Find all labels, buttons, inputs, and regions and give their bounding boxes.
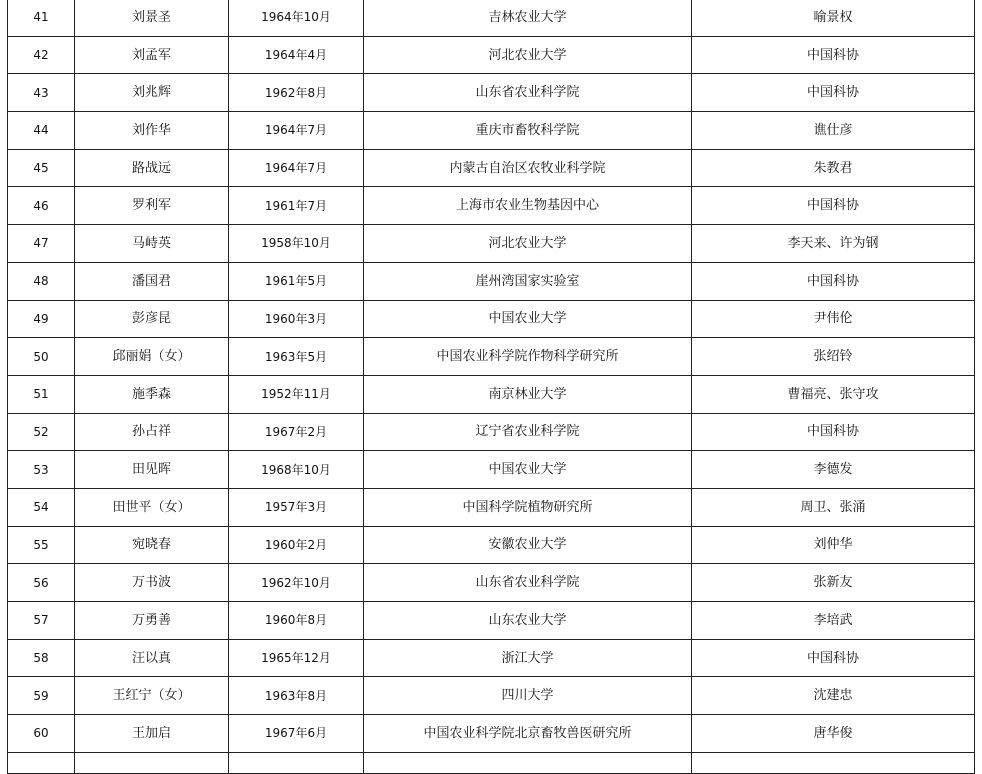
name-cell: 万书波 — [75, 564, 229, 602]
work-unit-cell: 中国农业大学 — [364, 451, 692, 489]
birth-date-cell: 1964年4月 — [229, 36, 364, 74]
table-row-partial — [8, 752, 975, 773]
table-row — [8, 677, 975, 715]
row-number-cell: 46 — [8, 187, 75, 225]
row-number-cell: 43 — [8, 74, 75, 112]
nominator-cell: 张新友 — [692, 564, 975, 602]
nominator-cell: 谯仕彦 — [692, 112, 975, 150]
birth-date-cell: 1957年3月 — [229, 488, 364, 526]
birth-date-cell: 1960年8月 — [229, 602, 364, 640]
work-unit-cell: 上海市农业生物基因中心 — [364, 187, 692, 225]
name-cell: 刘作华 — [75, 112, 229, 150]
work-unit-cell: 内蒙古自治区农牧业科学院 — [364, 149, 692, 187]
row-number-cell: 42 — [8, 36, 75, 74]
table-row — [8, 112, 975, 150]
row-number-cell: 45 — [8, 149, 75, 187]
work-unit-cell: 中国农业大学 — [364, 300, 692, 338]
empty-cell — [692, 752, 975, 773]
row-number-cell: 50 — [8, 338, 75, 376]
birth-date-cell: 1962年8月 — [229, 74, 364, 112]
row-number-cell: 60 — [8, 715, 75, 753]
table-row — [8, 602, 975, 640]
row-number-cell: 48 — [8, 262, 75, 300]
table-row — [8, 300, 975, 338]
work-unit-cell: 中国农业科学院作物科学研究所 — [364, 338, 692, 376]
nominator-cell: 曹福亮、张守攻 — [692, 375, 975, 413]
birth-date-cell: 1967年6月 — [229, 715, 364, 753]
birth-date-cell: 1962年10月 — [229, 564, 364, 602]
row-number-cell: 59 — [8, 677, 75, 715]
work-unit-cell: 浙江大学 — [364, 639, 692, 677]
empty-cell — [8, 752, 75, 773]
work-unit-cell: 安徽农业大学 — [364, 526, 692, 564]
row-number-cell: 57 — [8, 602, 75, 640]
table-row — [8, 149, 975, 187]
table-row — [8, 488, 975, 526]
table-row — [8, 413, 975, 451]
table-row — [8, 715, 975, 753]
name-cell: 田世平（女） — [75, 488, 229, 526]
name-cell: 田见晖 — [75, 451, 229, 489]
row-number-cell: 53 — [8, 451, 75, 489]
table-row — [8, 74, 975, 112]
work-unit-cell: 崖州湾国家实验室 — [364, 262, 692, 300]
birth-date-cell: 1968年10月 — [229, 451, 364, 489]
table-row — [8, 375, 975, 413]
name-cell: 罗利军 — [75, 187, 229, 225]
nominator-cell: 李天来、许为钢 — [692, 225, 975, 263]
birth-date-cell: 1963年8月 — [229, 677, 364, 715]
name-cell: 施季森 — [75, 375, 229, 413]
table-row — [8, 187, 975, 225]
table-row — [8, 564, 975, 602]
name-cell: 路战远 — [75, 149, 229, 187]
work-unit-cell: 重庆市畜牧科学院 — [364, 112, 692, 150]
nominator-cell: 中国科协 — [692, 74, 975, 112]
table-row — [8, 225, 975, 263]
nominator-cell: 张绍铃 — [692, 338, 975, 376]
nominator-cell: 唐华俊 — [692, 715, 975, 753]
work-unit-cell: 中国科学院植物研究所 — [364, 488, 692, 526]
table-row — [8, 338, 975, 376]
row-number-cell: 55 — [8, 526, 75, 564]
work-unit-cell: 吉林农业大学 — [364, 0, 692, 36]
table-row — [8, 36, 975, 74]
nominator-cell: 刘仲华 — [692, 526, 975, 564]
birth-date-cell: 1952年11月 — [229, 375, 364, 413]
name-cell: 马峙英 — [75, 225, 229, 263]
row-number-cell: 41 — [8, 0, 75, 36]
nominator-cell: 中国科协 — [692, 262, 975, 300]
name-cell: 王加启 — [75, 715, 229, 753]
candidate-table — [7, 0, 975, 774]
table-row — [8, 451, 975, 489]
candidate-table-body — [8, 0, 975, 773]
birth-date-cell: 1964年7月 — [229, 149, 364, 187]
work-unit-cell: 河北农业大学 — [364, 225, 692, 263]
work-unit-cell: 山东省农业科学院 — [364, 74, 692, 112]
name-cell: 邱丽娟（女） — [75, 338, 229, 376]
name-cell: 宛晓春 — [75, 526, 229, 564]
nominator-cell: 尹伟伦 — [692, 300, 975, 338]
row-number-cell: 44 — [8, 112, 75, 150]
row-number-cell: 56 — [8, 564, 75, 602]
name-cell: 刘孟军 — [75, 36, 229, 74]
nominator-cell: 李德发 — [692, 451, 975, 489]
work-unit-cell: 南京林业大学 — [364, 375, 692, 413]
name-cell: 刘景圣 — [75, 0, 229, 36]
row-number-cell: 52 — [8, 413, 75, 451]
row-number-cell: 49 — [8, 300, 75, 338]
birth-date-cell: 1960年2月 — [229, 526, 364, 564]
name-cell: 万勇善 — [75, 602, 229, 640]
table-row — [8, 262, 975, 300]
nominator-cell: 周卫、张涌 — [692, 488, 975, 526]
nominator-cell: 沈建忠 — [692, 677, 975, 715]
nominator-cell: 中国科协 — [692, 36, 975, 74]
work-unit-cell: 四川大学 — [364, 677, 692, 715]
name-cell: 汪以真 — [75, 639, 229, 677]
empty-cell — [229, 752, 364, 773]
birth-date-cell: 1960年3月 — [229, 300, 364, 338]
birth-date-cell: 1963年5月 — [229, 338, 364, 376]
work-unit-cell: 河北农业大学 — [364, 36, 692, 74]
nominator-cell: 李培武 — [692, 602, 975, 640]
nominator-cell: 中国科协 — [692, 413, 975, 451]
name-cell: 刘兆辉 — [75, 74, 229, 112]
table-row — [8, 526, 975, 564]
empty-cell — [75, 752, 229, 773]
nominator-cell: 喻景权 — [692, 0, 975, 36]
table-row — [8, 0, 975, 36]
empty-cell — [364, 752, 692, 773]
row-number-cell: 58 — [8, 639, 75, 677]
table-row — [8, 639, 975, 677]
name-cell: 彭彦昆 — [75, 300, 229, 338]
nominator-cell: 朱教君 — [692, 149, 975, 187]
name-cell: 王红宁（女） — [75, 677, 229, 715]
nominator-cell: 中国科协 — [692, 187, 975, 225]
birth-date-cell: 1967年2月 — [229, 413, 364, 451]
birth-date-cell: 1965年12月 — [229, 639, 364, 677]
birth-date-cell: 1964年7月 — [229, 112, 364, 150]
name-cell: 孙占祥 — [75, 413, 229, 451]
work-unit-cell: 中国农业科学院北京畜牧兽医研究所 — [364, 715, 692, 753]
work-unit-cell: 辽宁省农业科学院 — [364, 413, 692, 451]
work-unit-cell: 山东农业大学 — [364, 602, 692, 640]
work-unit-cell: 山东省农业科学院 — [364, 564, 692, 602]
row-number-cell: 54 — [8, 488, 75, 526]
birth-date-cell: 1964年10月 — [229, 0, 364, 36]
birth-date-cell: 1958年10月 — [229, 225, 364, 263]
name-cell: 潘国君 — [75, 262, 229, 300]
row-number-cell: 51 — [8, 375, 75, 413]
nominator-cell: 中国科协 — [692, 639, 975, 677]
birth-date-cell: 1961年5月 — [229, 262, 364, 300]
row-number-cell: 47 — [8, 225, 75, 263]
birth-date-cell: 1961年7月 — [229, 187, 364, 225]
